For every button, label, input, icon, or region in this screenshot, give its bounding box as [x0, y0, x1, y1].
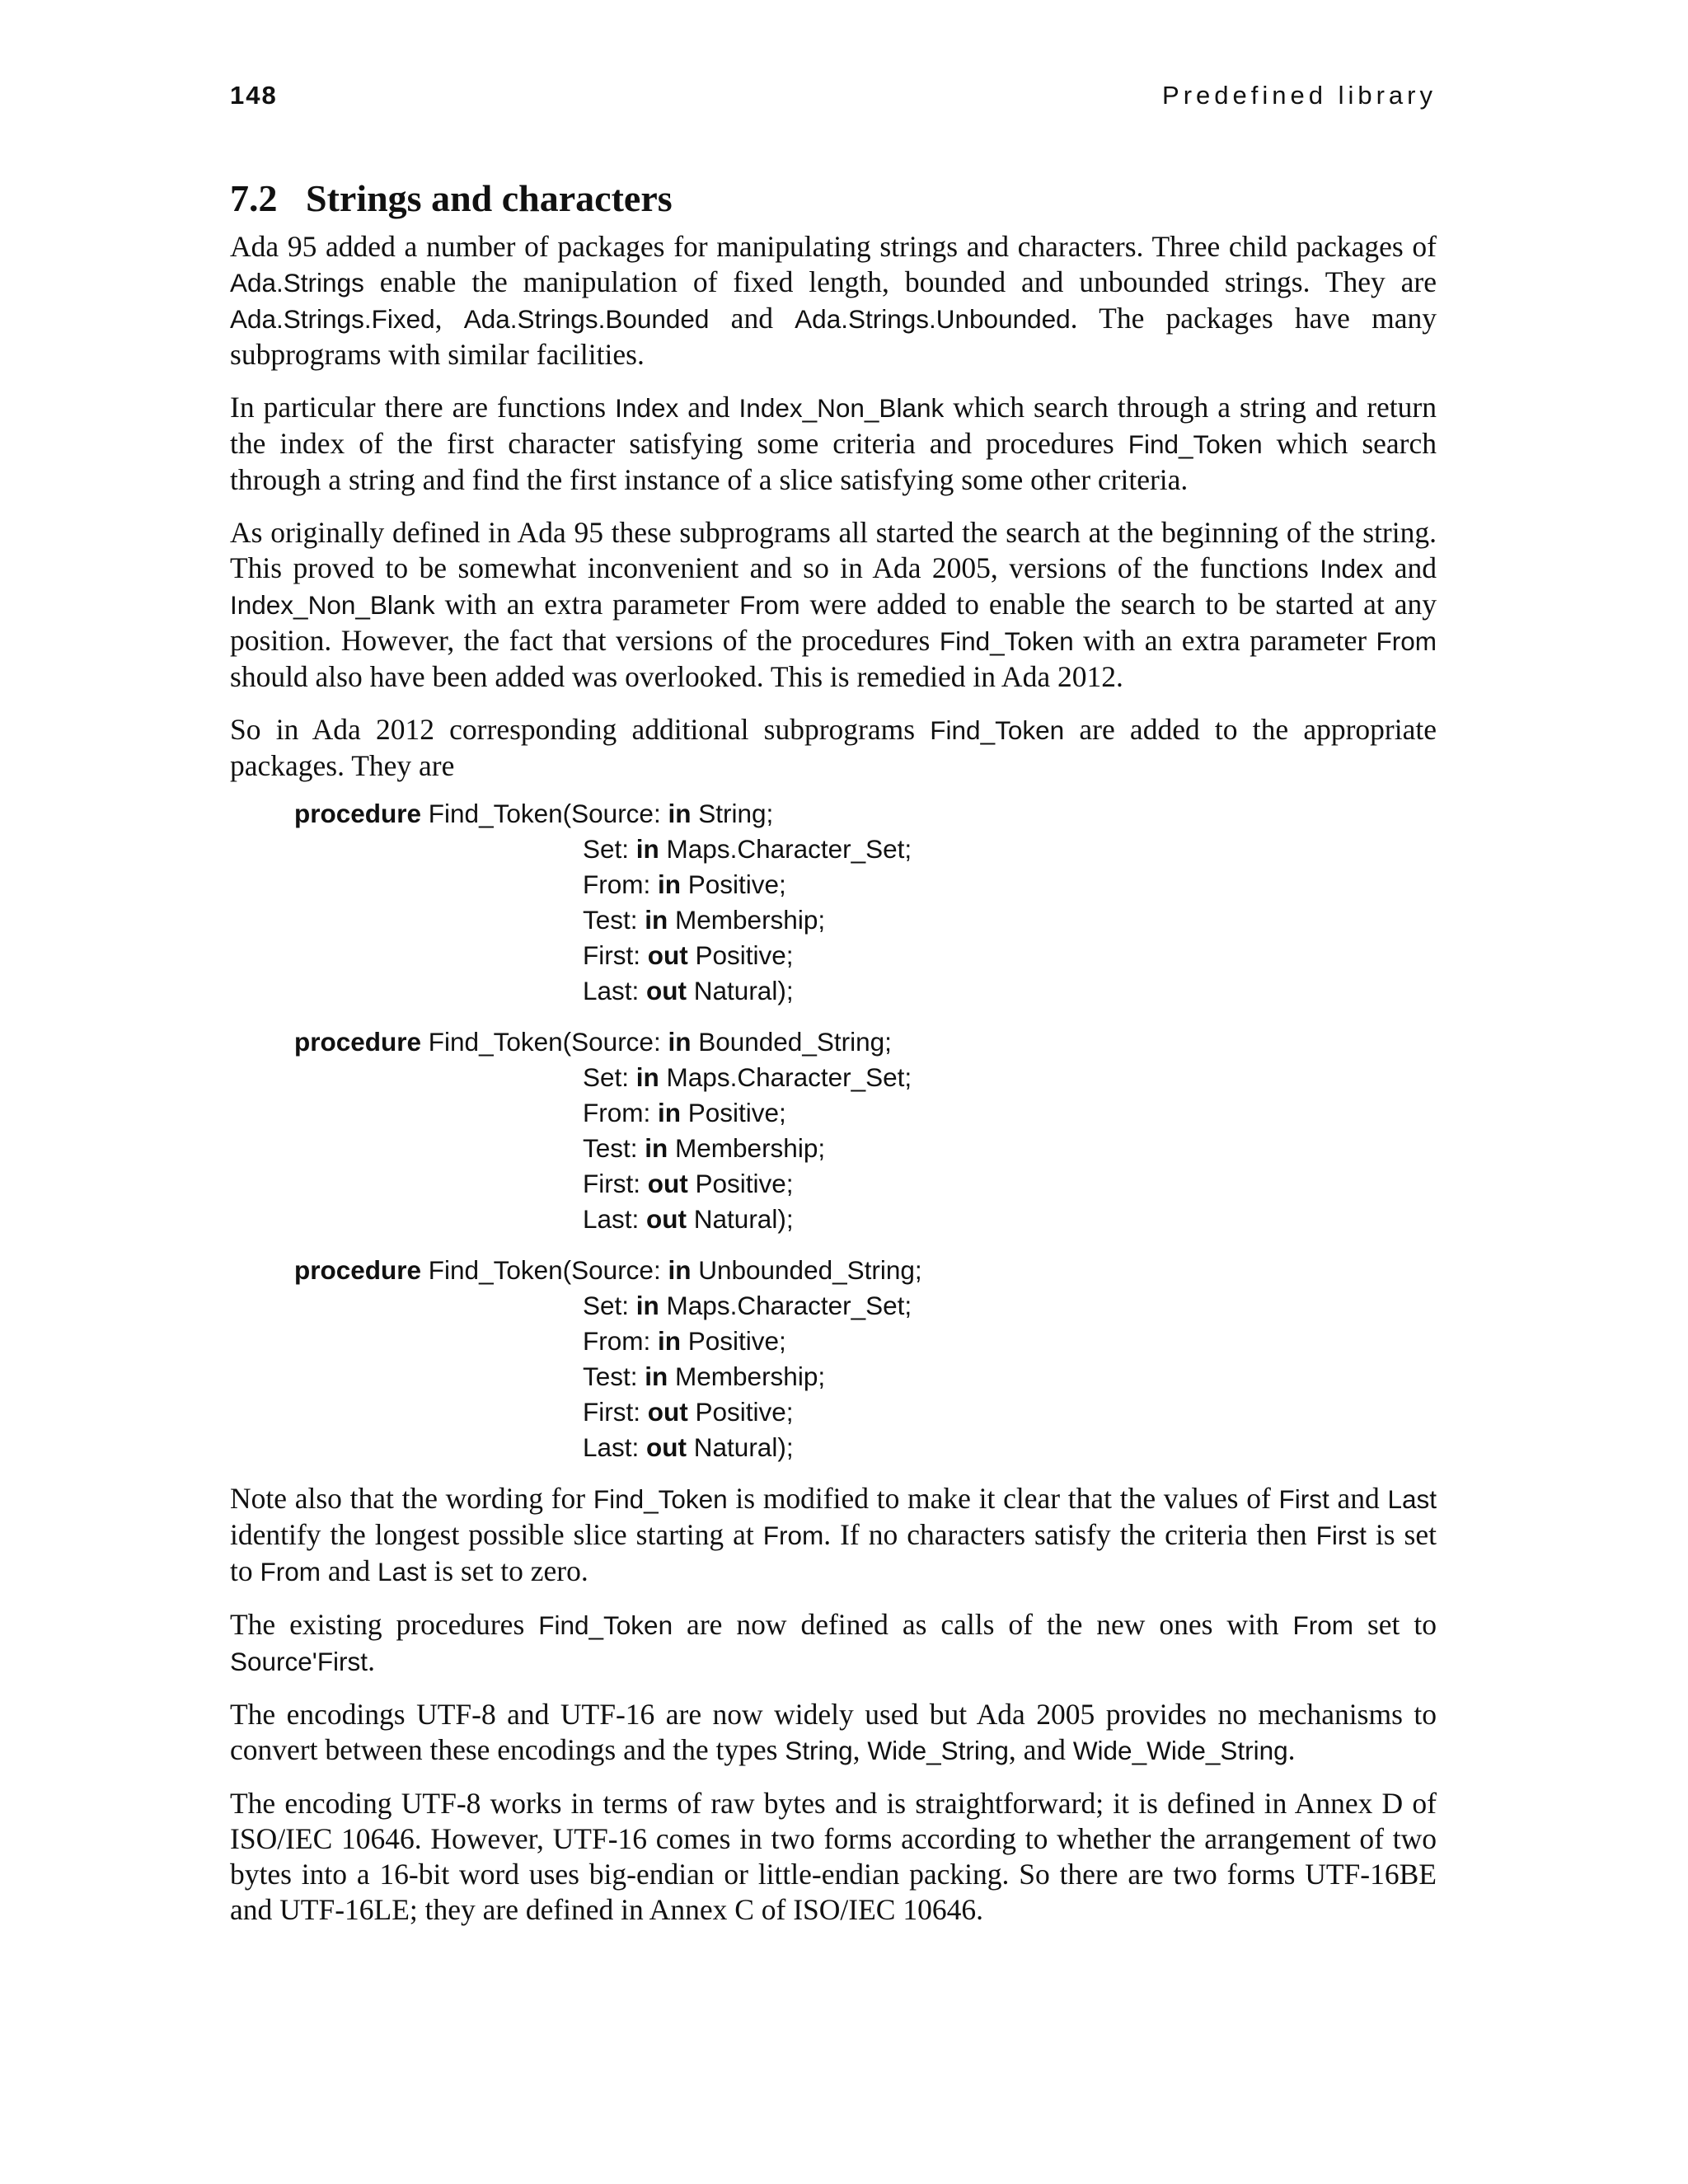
code-term: Index_Non_Blank: [738, 393, 945, 423]
code-line: [583, 1394, 1437, 1430]
code-line: [294, 796, 1437, 832]
text-run: So in Ada 2012 corresponding additional subprograms: [230, 713, 931, 746]
paragraph-7: [230, 1697, 1437, 1769]
text-run: with an extra parameter: [434, 588, 740, 621]
text-run: enable the manipulation of fixed length, bounded and unbounded strings. They are: [363, 265, 1437, 298]
code-text: Find_Token(Source:: [421, 1027, 668, 1057]
keyword: in: [635, 1291, 659, 1320]
code-line: [583, 1202, 1437, 1237]
code-text: Membership;: [668, 1361, 826, 1391]
text-run: which search through a string and find the first instance of a slice satisfying some other criteria.: [230, 427, 1437, 496]
keyword: in: [658, 1326, 681, 1356]
code-term: Wide_String: [867, 1736, 1009, 1765]
keyword: in: [645, 1361, 668, 1391]
code-text: Maps.Character_Set;: [659, 1062, 912, 1092]
section-title: Strings and characters: [306, 177, 673, 219]
code-term: Ada.Strings.Fixed: [230, 304, 435, 334]
code-text: Positive;: [687, 1397, 794, 1427]
code-term: From: [260, 1557, 321, 1586]
code-text: From:: [583, 1326, 658, 1356]
text-run: are added to the appropriate packages. They are: [230, 713, 1437, 782]
code-text: From:: [583, 1098, 658, 1127]
code-text: Test:: [583, 1361, 645, 1391]
text-run: ,: [434, 302, 464, 335]
code-text: Set:: [583, 1291, 636, 1320]
text-run: are now defined as calls of the new ones with: [673, 1608, 1293, 1641]
code-line: [583, 1288, 1437, 1324]
code-line: [583, 1166, 1437, 1202]
code-text: Set:: [583, 1062, 636, 1092]
code-line: [583, 1131, 1437, 1166]
code-term: Ada.Strings: [230, 268, 364, 298]
code-line: [294, 1024, 1437, 1060]
keyword: in: [635, 834, 659, 864]
code-text: String;: [691, 799, 774, 828]
code-term: Find_Token: [593, 1484, 728, 1514]
text-run: , and: [1008, 1733, 1073, 1766]
code-term: First: [1278, 1484, 1329, 1514]
code-term: Index: [615, 393, 679, 423]
text-run: with an extra parameter: [1073, 624, 1376, 657]
text-run: ,: [852, 1733, 868, 1766]
code-text: First:: [583, 940, 648, 970]
section-number: 7.2: [230, 177, 278, 219]
text-run: . The packages have many subprograms with similar facilities.: [230, 302, 1437, 371]
keyword: out: [646, 976, 687, 1005]
code-text: Last:: [583, 1204, 647, 1234]
running-head: [230, 81, 1437, 117]
paragraph-6: [230, 1607, 1437, 1680]
text-run: Ada 95 added a number of packages for manipulating strings and characters. Three child packages of: [230, 230, 1437, 263]
text-run: is set to: [230, 1518, 1437, 1587]
keyword: out: [646, 1204, 687, 1234]
code-line: [583, 902, 1437, 938]
keyword: in: [668, 799, 692, 828]
keyword: procedure: [294, 799, 422, 828]
code-line: [583, 1324, 1437, 1359]
code-text: Find_Token(Source:: [421, 1255, 668, 1285]
text-run: .: [368, 1644, 375, 1677]
code-text: Membership;: [668, 905, 826, 935]
keyword: out: [646, 1432, 687, 1462]
code-text: Natural);: [687, 1432, 794, 1462]
code-term: From: [1292, 1610, 1354, 1640]
text-run: Note also that the wording for: [230, 1482, 593, 1515]
code-text: Maps.Character_Set;: [659, 1291, 912, 1320]
code-line: [583, 867, 1437, 902]
paragraph-1: [230, 229, 1437, 373]
paragraph-4: [230, 712, 1437, 784]
code-term: Wide_Wide_String: [1072, 1736, 1288, 1765]
text-run: As originally defined in Ada 95 these subprograms all started the search at the beginning of the string. This proved to be somewhat inconvenient and so in Ada 2005, versions of the functions: [230, 516, 1437, 584]
code-text: Test:: [583, 905, 645, 935]
keyword: in: [658, 1098, 681, 1127]
code-term: From: [739, 590, 800, 620]
code-term: First: [1315, 1521, 1367, 1550]
keyword: in: [635, 1062, 659, 1092]
code-term: Source'First: [230, 1647, 368, 1676]
paragraph-8: [230, 1786, 1437, 1928]
code-text: Last:: [583, 1432, 647, 1462]
code-line: [583, 1095, 1437, 1131]
paragraph-5: [230, 1481, 1437, 1590]
text-run: were added to enable the search to be started at any position. However, the fact that versions of the procedures: [230, 588, 1437, 657]
code-text: Maps.Character_Set;: [659, 834, 912, 864]
keyword: out: [647, 940, 688, 970]
code-term: Last: [377, 1557, 427, 1586]
code-listing: [294, 796, 1437, 1465]
code-line: [583, 1359, 1437, 1394]
keyword: in: [645, 1133, 668, 1163]
text-run: and: [1329, 1482, 1388, 1515]
page-content: [230, 175, 1437, 1945]
code-text: Natural);: [687, 1204, 794, 1234]
code-term: From: [1376, 626, 1437, 656]
code-text: First:: [583, 1169, 648, 1198]
code-term: Find_Token: [930, 715, 1065, 745]
code-text: Positive;: [681, 1098, 786, 1127]
code-text: Natural);: [687, 976, 794, 1005]
text-run: is modified to make it clear that the values of: [727, 1482, 1279, 1515]
code-term: Ada.Strings.Unbounded: [795, 304, 1071, 334]
text-run: identify the longest possible slice starting at: [230, 1518, 763, 1551]
code-text: Find_Token(Source:: [421, 799, 668, 828]
text-run: In particular there are functions: [230, 391, 616, 424]
keyword: procedure: [294, 1027, 422, 1057]
keyword: out: [647, 1169, 688, 1198]
text-run: and: [678, 391, 739, 424]
code-term: Ada.Strings.Bounded: [463, 304, 710, 334]
keyword: in: [658, 869, 681, 899]
code-text: Set:: [583, 834, 636, 864]
code-text: Last:: [583, 976, 647, 1005]
text-run: The encoding UTF-8 works in terms of raw bytes and is straightforward; it is defined in Annex D of ISO/IEC 10646. However, UTF-16 comes in two forms according to whether the arrangement of two bytes into a 16-bit word uses big-endian or little-endian packing. So there are two forms UTF-16BE and UTF-16LE; they are defined in Annex C of ISO/IEC 10646.: [230, 1787, 1437, 1926]
text-run: should also have been added was overlooked. This is remedied in Ada 2012.: [230, 660, 1123, 693]
code-line: [294, 1253, 1437, 1288]
paragraph-3: [230, 515, 1437, 695]
keyword: out: [647, 1397, 688, 1427]
code-line: [583, 1060, 1437, 1095]
code-text: Positive;: [681, 869, 786, 899]
code-text: First:: [583, 1397, 648, 1427]
text-run: is set to zero.: [426, 1554, 588, 1587]
text-run: and: [1383, 551, 1437, 584]
code-line: [583, 938, 1437, 973]
keyword: in: [645, 905, 668, 935]
code-term: Find_Token: [1128, 429, 1263, 459]
code-text: Unbounded_String;: [691, 1255, 922, 1285]
code-term: Find_Token: [939, 626, 1074, 656]
find-token-declaration-string: [294, 796, 1437, 1009]
page-number: 148: [230, 81, 278, 110]
keyword: in: [668, 1027, 692, 1057]
text-run: The existing procedures: [230, 1608, 539, 1641]
code-term: Last: [1387, 1484, 1437, 1514]
text-run: set to: [1353, 1608, 1437, 1641]
section-heading: [230, 175, 1437, 223]
text-run: .: [1287, 1733, 1296, 1766]
text-run: which search through a string and return the index of the first character satisfying some criteria and procedures: [230, 391, 1437, 460]
find-token-declaration-unbounded: [294, 1253, 1437, 1465]
code-term: Index: [1320, 554, 1384, 583]
text-run: and: [709, 302, 795, 335]
code-text: Positive;: [681, 1326, 786, 1356]
keyword: in: [668, 1255, 692, 1285]
code-text: Bounded_String;: [691, 1027, 892, 1057]
code-line: [583, 1430, 1437, 1465]
code-text: From:: [583, 869, 658, 899]
code-text: Test:: [583, 1133, 645, 1163]
code-text: Positive;: [687, 1169, 794, 1198]
code-term: Find_Token: [538, 1610, 673, 1640]
text-run: and: [321, 1554, 378, 1587]
paragraph-2: [230, 390, 1437, 498]
find-token-declaration-bounded: [294, 1024, 1437, 1237]
code-text: Membership;: [668, 1133, 826, 1163]
text-run: The encodings UTF-8 and UTF-16 are now widely used but Ada 2005 provides no mechanisms to convert between these encodings and the types: [230, 1698, 1437, 1766]
code-term: Index_Non_Blank: [230, 590, 435, 620]
running-title: Predefined library: [1162, 81, 1437, 110]
code-text: Positive;: [687, 940, 794, 970]
code-term: String: [785, 1736, 853, 1765]
text-run: . If no characters satisfy the criteria then: [823, 1518, 1316, 1551]
code-line: [583, 973, 1437, 1009]
code-term: From: [762, 1521, 824, 1550]
keyword: procedure: [294, 1255, 422, 1285]
code-line: [583, 832, 1437, 867]
